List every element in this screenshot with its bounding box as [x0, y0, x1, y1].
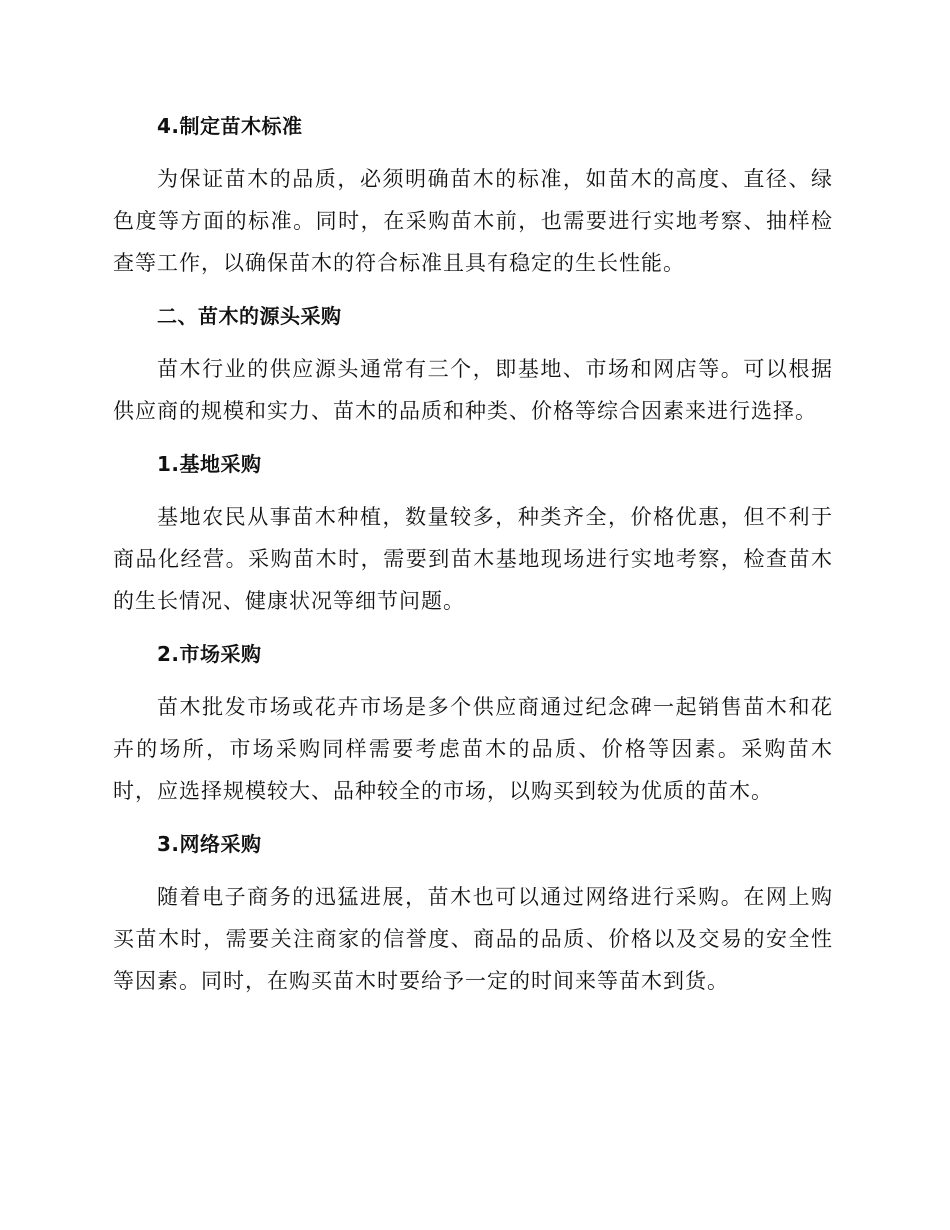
section-heading-source-procurement: 二、苗木的源头采购 [157, 304, 342, 328]
section-paragraph-market-procurement: 苗木批发市场或花卉市场是多个供应商通过纪念碑一起销售苗木和花卉的场所，市场采购同样需要考虑苗木的品质、价格等因素。采购苗木时，应选择规模较大、品种较全的市场，以购买到较为优质的苗木。 [113, 695, 833, 803]
section-paragraph-base-procurement: 基地农民从事苗木种植，数量较多，种类齐全，价格优惠，但不利于商品化经营。采购苗木时，需要到苗木基地现场进行实地考察，检查苗木的生长情况、健康状况等细节问题。 [113, 505, 833, 613]
section-paragraph-source-procurement: 苗木行业的供应源头通常有三个，即基地、市场和网店等。可以根据供应商的规模和实力、苗木的品质和种类、价格等综合因素来进行选择。 [113, 357, 833, 423]
document-body [113, 106, 833, 1014]
section-paragraph-standards: 为保证苗木的品质，必须明确苗木的标准，如苗木的高度、直径、绿色度等方面的标准。同时，在采购苗木前，也需要进行实地考察、抽样检查等工作，以确保苗木的符合标准且具有稳定的生长性能。 [113, 167, 833, 275]
section-paragraph-online-procurement: 随着电子商务的迅猛进展，苗木也可以通过网络进行采购。在网上购买苗木时，需要关注商家的信誉度、商品的品质、价格以及交易的安全性等因素。同时，在购买苗木时要给予一定的时间来等苗木到货。 [113, 885, 833, 993]
section-heading-standards: 4.制定苗木标准 [157, 114, 303, 138]
section-heading-online-procurement: 3.网络采购 [157, 832, 262, 856]
section-heading-market-procurement: 2.市场采购 [157, 642, 262, 666]
section-heading-base-procurement: 1.基地采购 [157, 452, 262, 476]
